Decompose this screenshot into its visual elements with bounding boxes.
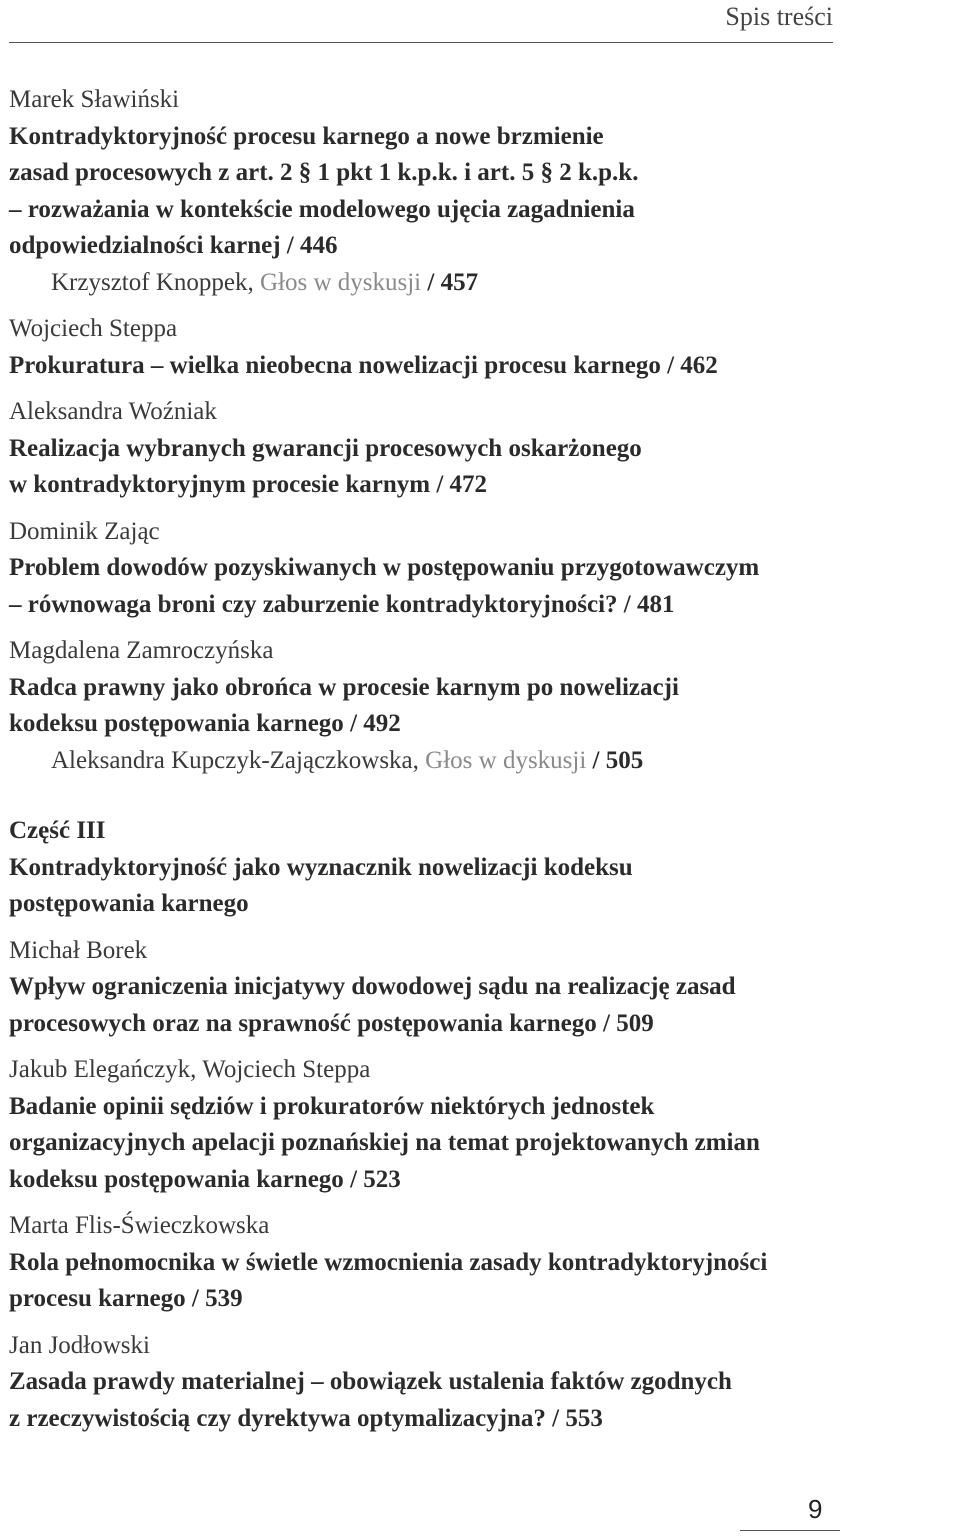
- entry-title-text: kodeksu postępowania karnego: [9, 710, 351, 737]
- discussion-entry: [9, 265, 849, 302]
- entry-title-text: z rzeczywistością czy dyrektywa optymalizacyjna?: [9, 1404, 553, 1432]
- entry-title-line: [9, 348, 849, 385]
- page-number: 9: [808, 1494, 823, 1524]
- entry-title-line: Radca prawny jako obrońca w procesie karnym po nowelizacji: [9, 673, 679, 701]
- entry-title-line: [9, 467, 849, 504]
- discussion-label: Głos w dyskusji: [259, 268, 422, 296]
- entry-author: Michał Borek: [9, 936, 148, 964]
- entry-title-line: [9, 587, 849, 624]
- entry-page-ref: / 492: [350, 710, 401, 737]
- toc-entry: [9, 1208, 849, 1318]
- entry-page-ref: / 523: [350, 1165, 401, 1193]
- entry-author: Marta Flis-Świeczkowska: [9, 1212, 270, 1239]
- entry-author: Magdalena Zamroczyńska: [9, 637, 274, 664]
- header-rule: [9, 42, 833, 43]
- entry-author: Wojciech Steppa: [9, 315, 178, 342]
- entry-page-ref: / 446: [286, 232, 338, 259]
- entry-title-text: procesu karnego: [9, 1285, 192, 1312]
- discussion-page-ref: / 457: [421, 268, 479, 296]
- entry-title-text: – równowaga broni czy zaburzenie kontradyktoryjności?: [9, 590, 624, 618]
- part-title-line: Kontradyktoryjność jako wyznacznik nowelizacji kodeksu: [9, 853, 633, 881]
- entry-title-text: Prokuratura – wielka nieobecna nowelizacji procesu karnego: [9, 351, 668, 379]
- discussion-author: Krzysztof Knoppek,: [51, 268, 260, 296]
- entry-title-line: organizacyjnych apelacji poznańskiej na temat projektowanych zmian: [9, 1129, 760, 1156]
- entry-title-line: [9, 1401, 849, 1438]
- entry-title-line: Badanie opinii sędziów i prokuratorów niektórych jednostek: [9, 1092, 655, 1120]
- entry-title-line: – rozważania w kontekście modelowego ujęcia zagadnienia: [9, 195, 635, 223]
- entry-page-ref: / 472: [436, 471, 488, 498]
- entry-author: Jakub Elegańczyk, Wojciech Steppa: [9, 1056, 371, 1083]
- toc-entry: [9, 1052, 849, 1198]
- entry-author: Marek Sławiński: [9, 86, 180, 113]
- entry-title-line: [9, 1162, 849, 1199]
- entry-page-ref: / 539: [191, 1285, 243, 1312]
- entry-title-text: odpowiedzialności karnej: [9, 232, 287, 259]
- discussion-author: Aleksandra Kupczyk-Zajączkowska,: [51, 746, 426, 774]
- entry-title-line: zasad procesowych z art. 2 § 1 pkt 1 k.p.k. i art. 5 § 2 k.p.k.: [9, 159, 639, 186]
- entry-title-line: [9, 1281, 849, 1318]
- entry-page-ref: / 462: [667, 351, 718, 379]
- toc-entry: [9, 394, 849, 504]
- entry-title-text: kodeksu postępowania karnego: [9, 1165, 351, 1193]
- discussion-entry: [9, 743, 849, 780]
- entry-author: Jan Jodłowski: [9, 1331, 150, 1359]
- toc-entry: [9, 933, 849, 1043]
- toc-entry: [9, 514, 849, 624]
- footer-rule: [740, 1530, 840, 1531]
- part-label: Część III: [9, 817, 106, 844]
- part-title-line: postępowania karnego: [9, 890, 249, 917]
- part-heading: [9, 813, 849, 923]
- entry-title-line: Kontradyktoryjność procesu karnego a nowe brzmienie: [9, 122, 604, 150]
- entry-title-line: Rola pełnomocnika w świetle wzmocnienia zasady kontradyktoryjności: [9, 1248, 768, 1276]
- entry-title-line: Problem dowodów pozyskiwanych w postępowaniu przygotowawczym: [9, 554, 760, 581]
- entry-author: Dominik Zając: [9, 517, 160, 545]
- entry-title-line: Zasada prawdy materialnej – obowiązek ustalenia faktów zgodnych: [9, 1368, 732, 1395]
- entry-title-line: [9, 228, 849, 265]
- toc-entry: [9, 82, 849, 301]
- entry-page-ref: / 509: [603, 1009, 654, 1037]
- entry-author: Aleksandra Woźniak: [9, 398, 217, 425]
- entry-page-ref: / 553: [552, 1404, 603, 1432]
- discussion-label: Głos w dyskusji: [425, 746, 587, 774]
- entry-title-line: [9, 1006, 849, 1043]
- entry-page-ref: / 481: [623, 590, 675, 618]
- discussion-page-ref: / 505: [586, 746, 644, 774]
- running-head: Spis treści: [725, 2, 833, 31]
- entry-title-text: w kontradyktoryjnym procesie karnym: [9, 471, 437, 498]
- toc-entry: [9, 1328, 849, 1438]
- toc-entry: [9, 633, 849, 779]
- entry-title-text: procesowych oraz na sprawność postępowania karnego: [9, 1009, 603, 1037]
- entry-title-line: Realizacja wybranych gwarancji procesowych oskarżonego: [9, 434, 642, 462]
- toc-entry: [9, 311, 849, 384]
- entry-title-line: Wpływ ograniczenia inicjatywy dowodowej sądu na realizację zasad: [9, 973, 736, 1000]
- entry-title-line: [9, 706, 849, 743]
- table-of-contents: [9, 82, 849, 1447]
